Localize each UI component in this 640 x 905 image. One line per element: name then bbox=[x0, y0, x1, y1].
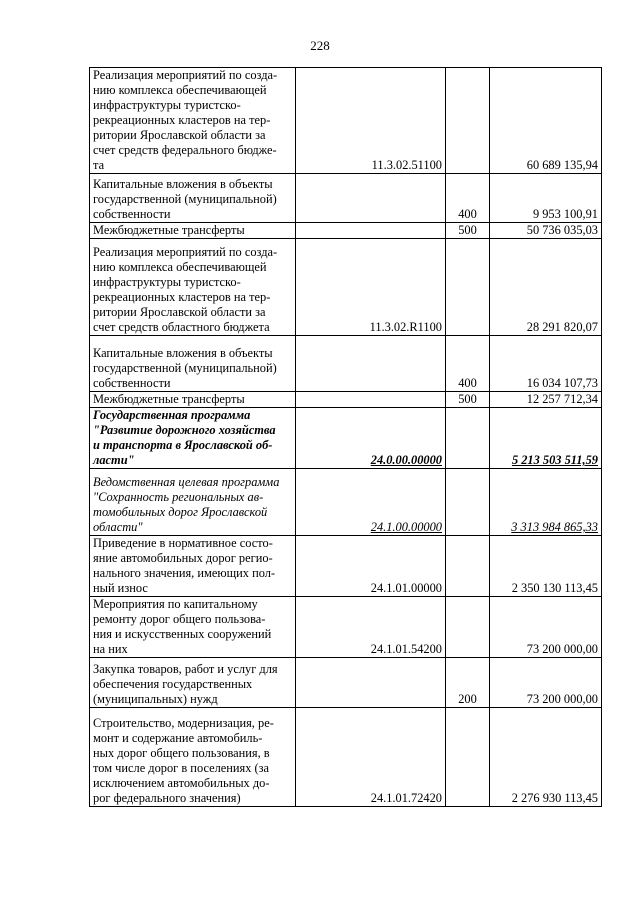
row-type-cell bbox=[446, 469, 490, 536]
row-type-cell: 200 bbox=[446, 658, 490, 708]
row-code-cell: 11.3.02.R1100 bbox=[296, 239, 446, 336]
row-amount-cell: 73 200 000,00 bbox=[490, 658, 602, 708]
table-row bbox=[90, 658, 602, 708]
row-code-cell: 24.1.00.00000 bbox=[296, 469, 446, 536]
row-code-cell bbox=[296, 336, 446, 392]
row-amount-cell: 5 213 503 511,59 bbox=[490, 408, 602, 469]
row-type-cell bbox=[446, 68, 490, 174]
row-amount-cell: 3 313 984 865,33 bbox=[490, 469, 602, 536]
table-row bbox=[90, 223, 602, 239]
table-row bbox=[90, 597, 602, 658]
row-type-cell: 400 bbox=[446, 174, 490, 223]
row-code-cell bbox=[296, 392, 446, 408]
row-amount-cell: 2 276 930 113,45 bbox=[490, 708, 602, 807]
row-amount-cell: 73 200 000,00 bbox=[490, 597, 602, 658]
table-row bbox=[90, 408, 602, 469]
table-row bbox=[90, 469, 602, 536]
row-amount-cell: 2 350 130 113,45 bbox=[490, 536, 602, 597]
row-name-cell: Реализация мероприятий по созда- нию комплекса обеспечивающей инфраструктуры туристско- рекреационных кластеров на тер- ритории Ярославской области за счет средств областного бюджета bbox=[90, 239, 296, 336]
page-number: 228 bbox=[310, 38, 330, 53]
table-row bbox=[90, 239, 602, 336]
budget-table bbox=[89, 67, 602, 807]
row-amount-cell: 12 257 712,34 bbox=[490, 392, 602, 408]
row-name-cell: Капитальные вложения в объекты государственной (муниципальной) собственности bbox=[90, 336, 296, 392]
table-row bbox=[90, 536, 602, 597]
table-row bbox=[90, 174, 602, 223]
row-type-cell bbox=[446, 239, 490, 336]
row-type-cell bbox=[446, 536, 490, 597]
row-amount-cell: 28 291 820,07 bbox=[490, 239, 602, 336]
row-amount-cell: 50 736 035,03 bbox=[490, 223, 602, 239]
row-code-cell bbox=[296, 658, 446, 708]
table-row bbox=[90, 392, 602, 408]
table-row bbox=[90, 68, 602, 174]
row-type-cell: 400 bbox=[446, 336, 490, 392]
table-row bbox=[90, 708, 602, 807]
row-name-cell: Государственная программа "Развитие дорожного хозяйства и транспорта в Ярославской об- ласти" bbox=[90, 408, 296, 469]
row-code-cell: 24.0.00.00000 bbox=[296, 408, 446, 469]
table-row bbox=[90, 336, 602, 392]
row-name-cell: Строительство, модернизация, ре- монт и содержание автомобиль- ных дорог общего пользования, в том числе дорог в поселениях (за исключением автомобильных до- рог федерального значения) bbox=[90, 708, 296, 807]
row-code-cell: 24.1.01.54200 bbox=[296, 597, 446, 658]
row-name-cell: Закупка товаров, работ и услуг для обеспечения государственных (муниципальных) нужд bbox=[90, 658, 296, 708]
row-type-cell bbox=[446, 408, 490, 469]
row-type-cell bbox=[446, 597, 490, 658]
row-name-cell: Капитальные вложения в объекты государственной (муниципальной) собственности bbox=[90, 174, 296, 223]
row-type-cell: 500 bbox=[446, 392, 490, 408]
row-name-cell: Приведение в нормативное состо- яние автомобильных дорог регио- нального значения, имеющих пол- ный износ bbox=[90, 536, 296, 597]
row-code-cell bbox=[296, 223, 446, 239]
row-name-cell: Мероприятия по капитальному ремонту дорог общего пользова- ния и искусственных сооружений на них bbox=[90, 597, 296, 658]
row-type-cell: 500 bbox=[446, 223, 490, 239]
row-code-cell: 11.3.02.51100 bbox=[296, 68, 446, 174]
row-name-cell: Межбюджетные трансферты bbox=[90, 223, 296, 239]
row-code-cell: 24.1.01.00000 bbox=[296, 536, 446, 597]
row-name-cell: Межбюджетные трансферты bbox=[90, 392, 296, 408]
row-amount-cell: 9 953 100,91 bbox=[490, 174, 602, 223]
row-type-cell bbox=[446, 708, 490, 807]
row-amount-cell: 16 034 107,73 bbox=[490, 336, 602, 392]
row-name-cell: Ведомственная целевая программа "Сохранность региональных ав- томобильных дорог Ярославской области" bbox=[90, 469, 296, 536]
row-name-cell: Реализация мероприятий по созда- нию комплекса обеспечивающей инфраструктуры туристско- рекреационных кластеров на тер- ритории Ярославской области за счет средств федерального бюдже- та bbox=[90, 68, 296, 174]
row-amount-cell: 60 689 135,94 bbox=[490, 68, 602, 174]
row-code-cell bbox=[296, 174, 446, 223]
row-code-cell: 24.1.01.72420 bbox=[296, 708, 446, 807]
